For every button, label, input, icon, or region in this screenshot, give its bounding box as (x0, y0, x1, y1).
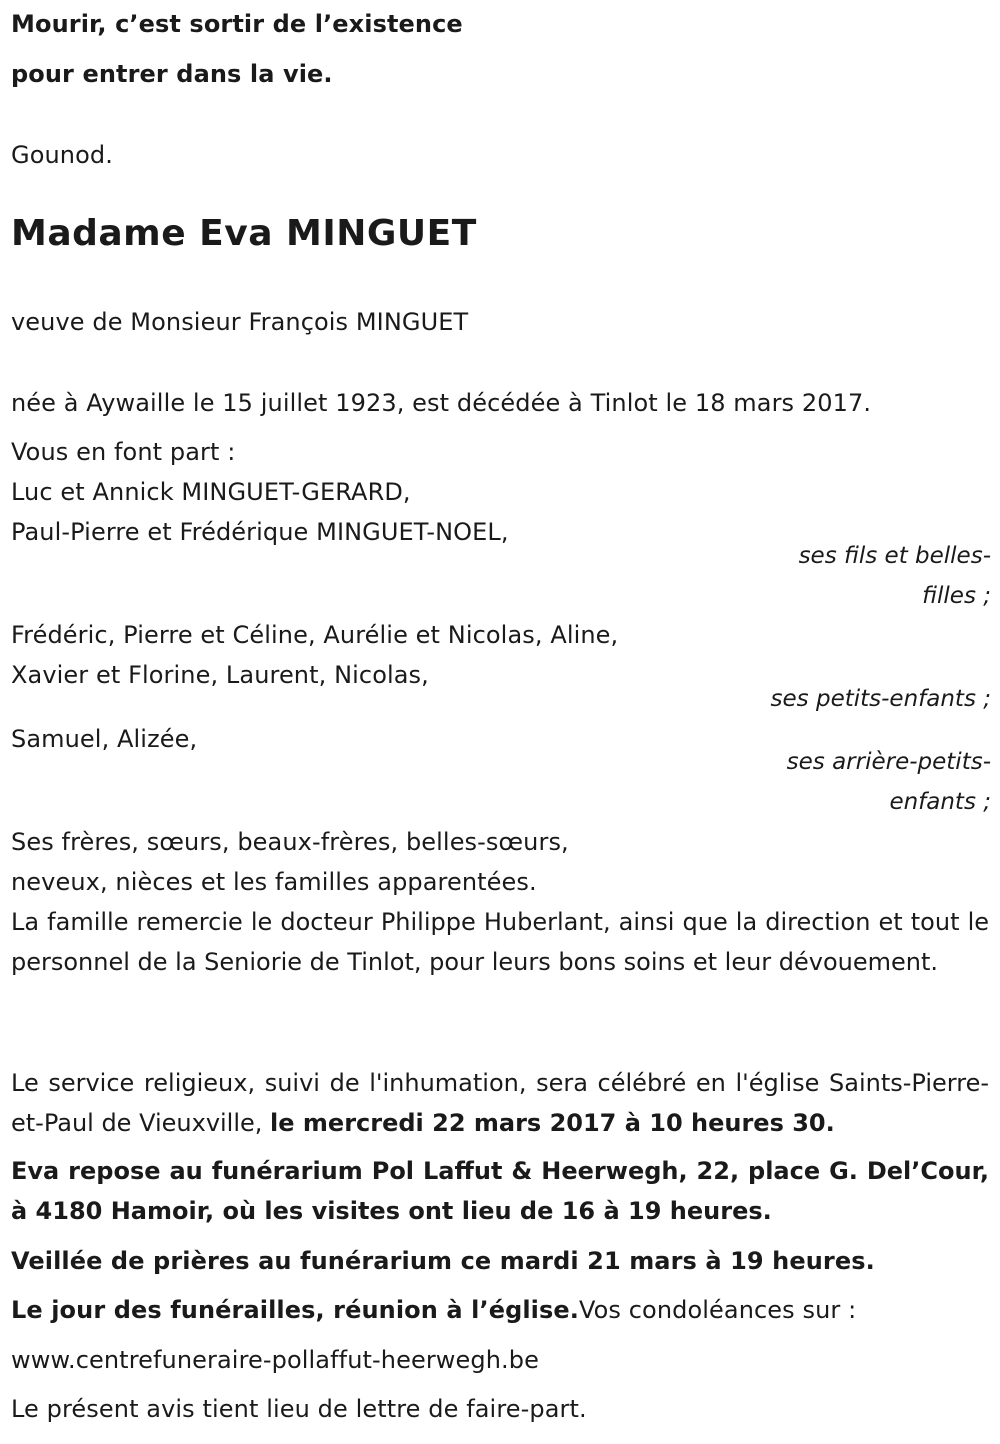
others-line-1: Ses frères, sœurs, beaux-frères, belles-sœurs, (11, 828, 569, 856)
grandchildren-line-2: Xavier et Florine, Laurent, Nicolas, (11, 661, 429, 689)
service-date: le mercredi 22 mars 2017 à 10 heures 30. (270, 1109, 835, 1137)
meeting-bold: Le jour des funérailles, réunion à l’église. (11, 1296, 579, 1324)
children-role-1: ses fils et belles- (798, 543, 991, 569)
thanks-paragraph: La famille remercie le docteur Philippe Huberlant, ainsi que la direction et tout le personnel de la Seniorie de Tinlot, pour leurs bons soins et leur dévouement. (11, 908, 989, 976)
closing-line: Le présent avis tient lieu de lettre de faire-part. (11, 1395, 587, 1423)
quote-line-1: Mourir, c’est sortir de l’existence (11, 10, 463, 38)
funeral-home-paragraph: Eva repose au funérarium Pol Laffut & Heerwegh, 22, place G. Del’Cour, à 4180 Hamoir, où les visites ont lieu de 16 à 19 heures. (11, 1157, 989, 1225)
condolences-text: Vos condoléances sur : (578, 1296, 857, 1324)
quote-author: Gounod. (11, 141, 113, 169)
website-text: www.centrefuneraire-pollaffut-heerwegh.be (11, 1346, 539, 1374)
grandchildren-line-1: Frédéric, Pierre et Céline, Aurélie et Nicolas, Aline, (11, 621, 619, 649)
service-paragraph (11, 1063, 989, 1143)
quote-line-2: pour entrer dans la vie. (11, 60, 333, 88)
service-text: Le service religieux, suivi de l'inhumation, sera célébré en l'église Saints-Pierre-et-Paul de Vieuxville, (11, 1069, 989, 1137)
children-line-1: Luc et Annick MINGUET-GERARD, (11, 478, 411, 506)
birth-death-line: née à Aywaille le 15 juillet 1923, est décédée à Tinlot le 18 mars 2017. (11, 389, 872, 417)
children-role-2: filles ; (922, 583, 991, 609)
meeting-line (11, 1295, 856, 1325)
great-grandchildren-role-2: enfants ; (889, 789, 991, 815)
spouse-line: veuve de Monsieur François MINGUET (11, 308, 469, 336)
family-intro: Vous en font part : (11, 438, 236, 466)
grandchildren-role: ses petits-enfants ; (770, 686, 991, 712)
great-grandchildren-role-1: ses arrière-petits- (786, 749, 991, 775)
great-grandchildren-line: Samuel, Alizée, (11, 725, 198, 753)
others-line-2: neveux, nièces et les familles apparentées. (11, 868, 537, 896)
vigil-line: Veillée de prières au funérarium ce mardi 21 mars à 19 heures. (11, 1247, 875, 1275)
deceased-name: Madame Eva MINGUET (11, 213, 477, 254)
children-line-2: Paul-Pierre et Frédérique MINGUET-NOEL, (11, 518, 509, 546)
